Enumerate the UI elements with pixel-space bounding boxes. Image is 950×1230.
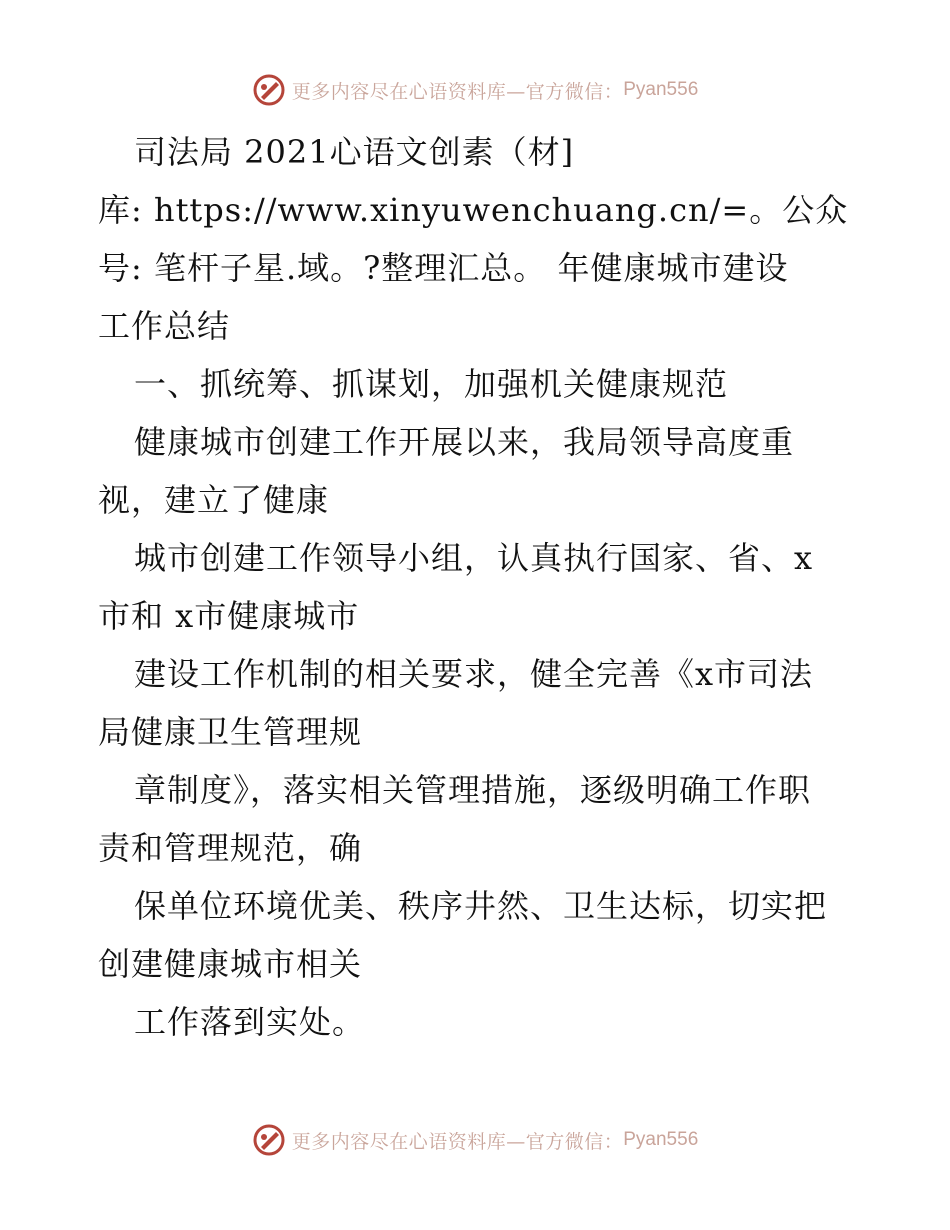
text-line: 局健康卫生管理规 xyxy=(98,713,363,751)
text-line: 号: 笔杆子星.域。?整理汇总。 年健康城市建设 xyxy=(98,249,789,287)
text-line: 保单位环境优美、秩序井然、卫生达标，切实把 xyxy=(134,887,828,925)
text-line: 健康城市创建工作开展以来，我局领导高度重 xyxy=(134,423,795,461)
text-line: 司法局 2021心语文创素（材] xyxy=(134,133,575,171)
logo-icon xyxy=(252,73,286,107)
text-line: 库: https://www.xinyuwenchuang.cn/=。公众 xyxy=(98,191,849,229)
text-line: 建设工作机制的相关要求，健全完善《x市司法 xyxy=(134,655,814,693)
document-body xyxy=(98,123,868,1051)
banner-text: 更多内容尽在心语资料库—官方微信： xyxy=(291,80,624,103)
wechat-id: Pyan556 xyxy=(623,1129,699,1150)
text-line: 责和管理规范，确 xyxy=(98,829,363,867)
logo-icon xyxy=(252,1123,286,1157)
banner-text: 更多内容尽在心语资料库—官方微信： xyxy=(291,1130,624,1153)
text-line: 视，建立了健康 xyxy=(98,481,330,519)
header-banner xyxy=(0,70,950,110)
text-line: 市和 x市健康城市 xyxy=(98,597,360,635)
text-line: 城市创建工作领导小组，认真执行国家、省、x xyxy=(134,539,814,577)
text-line: 工作落到实处。 xyxy=(134,1003,366,1041)
wechat-id: Pyan556 xyxy=(623,79,699,100)
text-line: 工作总结 xyxy=(98,307,231,345)
section-heading: 一、抓统筹、抓谋划，加强机关健康规范 xyxy=(134,365,729,403)
text-line: 章制度》，落实相关管理措施，逐级明确工作职 xyxy=(134,771,812,809)
footer-banner xyxy=(0,1120,950,1160)
text-line: 创建健康城市相关 xyxy=(98,945,363,983)
